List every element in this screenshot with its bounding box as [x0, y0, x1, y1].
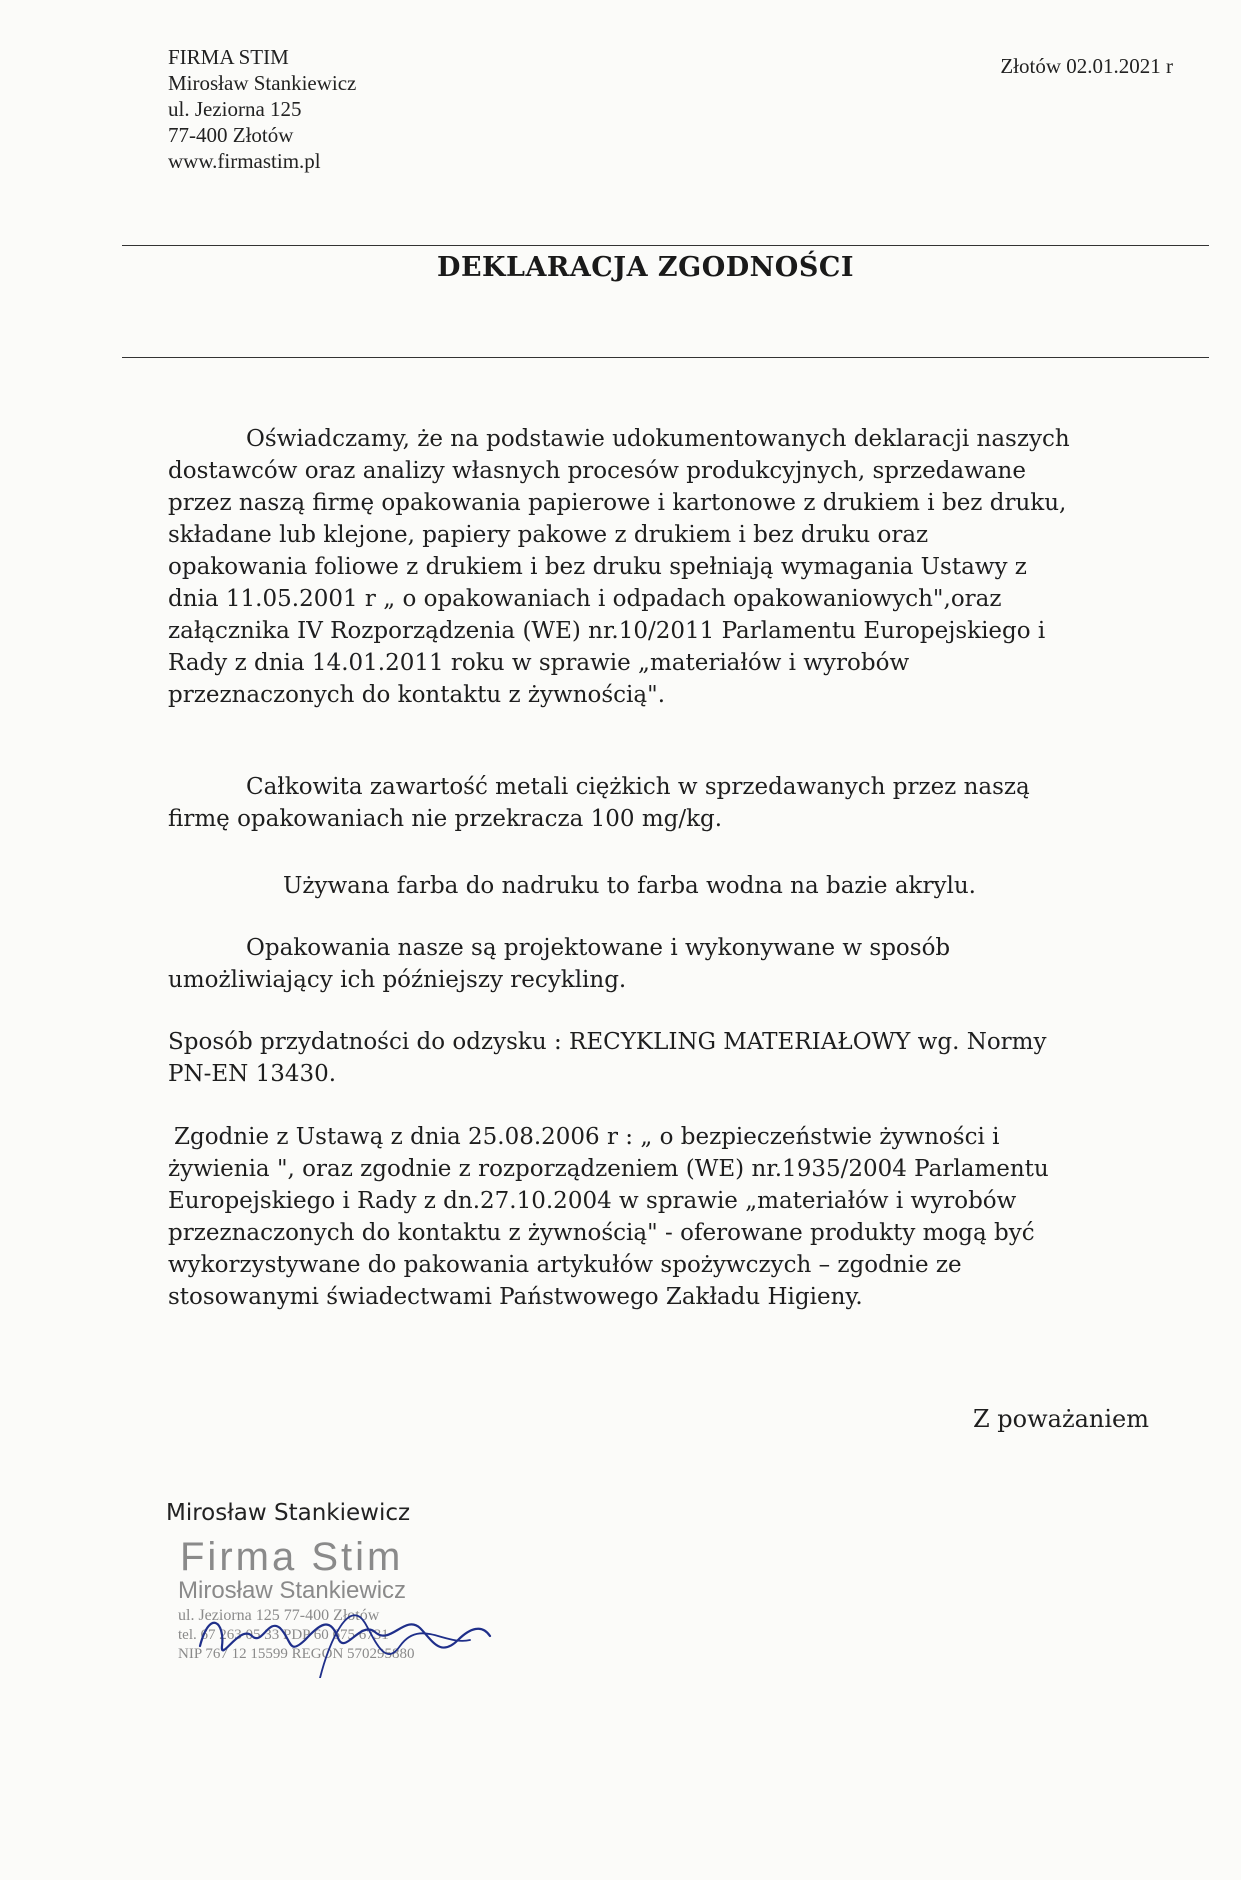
paragraph-line: stosowanymi świadectwami Państwowego Zakładu Higieny. — [168, 1284, 863, 1310]
sender-website: www.firmastim.pl — [168, 149, 321, 173]
paragraph-line: Całkowita zawartość metali ciężkich w sprzedawanych przez naszą — [246, 774, 1030, 800]
document-title: DEKLARACJA ZGODNOŚCI — [437, 252, 854, 283]
paragraph-line: Europejskiego i Rady z dn.27.10.2004 w sprawie „materiałów i wyrobów — [168, 1188, 1017, 1214]
paragraph-line: Rady z dnia 14.01.2011 roku w sprawie „materiałów i wyrobów — [168, 650, 910, 676]
paragraph-line: żywienia ", oraz zgodnie z rozporządzeniem (WE) nr.1935/2004 Parlamentu — [168, 1156, 1049, 1182]
signer-name: Mirosław Stankiewicz — [166, 1500, 411, 1526]
stamp-firm-name: Firma Stim — [180, 1535, 404, 1579]
paragraph-line: Sposób przydatności do odzysku : RECYKLING MATERIAŁOWY wg. Normy — [168, 1029, 1047, 1055]
paragraph-line: wykorzystywane do pakowania artykułów spożywczych – zgodnie ze — [168, 1252, 962, 1278]
paragraph-line: firmę opakowaniach nie przekracza 100 mg/kg. — [168, 806, 723, 832]
closing-salutation: Z poważaniem — [972, 1405, 1149, 1433]
title-rule-bottom — [122, 357, 1209, 358]
sender-address — [168, 44, 356, 174]
paragraph-line: przeznaczonych do kontaktu z żywnością" - oferowane produkty mogą być — [168, 1220, 1035, 1246]
company-stamp — [170, 1528, 530, 1678]
stamp-address: ul. Jeziorna 125 77-400 Złotów — [178, 1607, 380, 1624]
paragraph-line: składane lub klejone, papiery pakowe z drukiem i bez druku oraz — [168, 522, 929, 548]
sender-street: ul. Jeziorna 125 — [168, 97, 302, 121]
paragraph-line: Oświadczamy, że na podstawie udokumentowanych deklaracji naszych — [246, 426, 1070, 452]
sender-name: Mirosław Stankiewicz — [168, 71, 357, 95]
stamp-registry: NIP 767 12 15599 REGON 570295880 — [178, 1646, 415, 1662]
paragraph-line: przeznaczonych do kontaktu z żywnością". — [168, 682, 666, 708]
paragraph-line: opakowania foliowe z drukiem i bez druku spełniają wymagania Ustawy z — [168, 554, 1027, 580]
paragraph-line: Używana farba do nadruku to farba wodna na bazie akrylu. — [283, 873, 976, 899]
stamp-owner: Mirosław Stankiewicz — [178, 1577, 407, 1604]
stamp-phone: tel. 67 263 05 33 PDP 60 675 6731 — [178, 1627, 389, 1643]
document-date: Złotów 02.01.2021 r — [1000, 54, 1173, 78]
paragraph-line: Zgodnie z Ustawą z dnia 25.08.2006 r : „ o bezpieczeństwie żywności i — [174, 1124, 1000, 1150]
paragraph-line: dostawców oraz analizy własnych procesów produkcyjnych, sprzedawane — [168, 458, 1026, 484]
paragraph-line: załącznika IV Rozporządzenia (WE) nr.10/2011 Parlamentu Europejskiego i — [168, 618, 1046, 644]
paragraph-line: PN-EN 13430. — [168, 1061, 337, 1087]
paragraph-line: przez naszą firmę opakowania papierowe i kartonowe z drukiem i bez druku, — [168, 490, 1067, 516]
sender-company: FIRMA STIM — [168, 45, 289, 69]
title-rule-top — [122, 245, 1209, 246]
paragraph-line: Opakowania nasze są projektowane i wykonywane w sposób — [246, 935, 951, 961]
sender-city: 77-400 Złotów — [168, 123, 294, 147]
paragraph-line: dnia 11.05.2001 r „ o opakowaniach i odpadach opakowaniowych",oraz — [168, 586, 1002, 612]
paragraph-line: umożliwiający ich późniejszy recykling. — [168, 967, 627, 993]
